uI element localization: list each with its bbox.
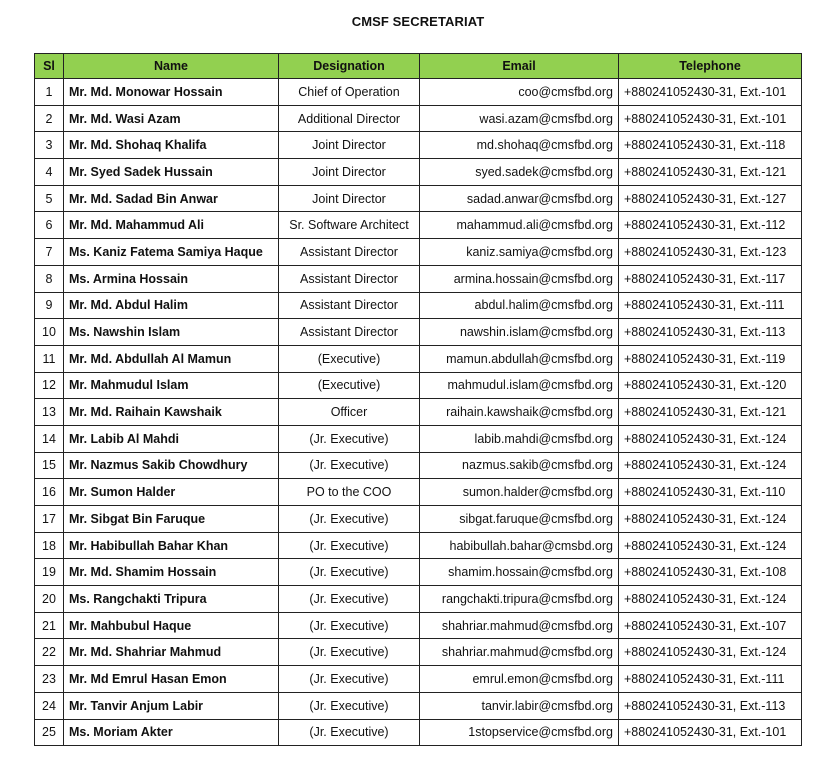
cell-name: Mr. Md. Shamim Hossain	[64, 559, 279, 586]
cell-sl: 2	[35, 105, 64, 132]
cell-email: abdul.halim@cmsfbd.org	[420, 292, 619, 319]
table-row	[35, 345, 802, 372]
cell-name: Mr. Md. Monowar Hossain	[64, 79, 279, 106]
cell-name: Ms. Rangchakti Tripura	[64, 586, 279, 613]
cell-designation: Sr. Software Architect	[279, 212, 420, 239]
table-row	[35, 239, 802, 266]
cell-designation: (Jr. Executive)	[279, 639, 420, 666]
cell-telephone: +880241052430-31, Ext.-127	[619, 185, 802, 212]
cell-sl: 13	[35, 399, 64, 426]
table-row	[35, 132, 802, 159]
table-row	[35, 532, 802, 559]
table-row	[35, 399, 802, 426]
table-row	[35, 666, 802, 693]
cell-sl: 22	[35, 639, 64, 666]
cell-name: Mr. Md. Wasi Azam	[64, 105, 279, 132]
cell-sl: 8	[35, 265, 64, 292]
table-row	[35, 79, 802, 106]
cell-sl: 4	[35, 159, 64, 186]
table-row	[35, 292, 802, 319]
cell-designation: (Jr. Executive)	[279, 425, 420, 452]
cell-sl: 10	[35, 319, 64, 346]
table-row	[35, 265, 802, 292]
cell-designation: PO to the COO	[279, 479, 420, 506]
cell-sl: 3	[35, 132, 64, 159]
cell-designation: (Executive)	[279, 372, 420, 399]
cell-telephone: +880241052430-31, Ext.-113	[619, 692, 802, 719]
cell-sl: 19	[35, 559, 64, 586]
cell-telephone: +880241052430-31, Ext.-111	[619, 666, 802, 693]
cell-sl: 1	[35, 79, 64, 106]
cell-designation: (Jr. Executive)	[279, 666, 420, 693]
table-row	[35, 719, 802, 746]
cell-email: coo@cmsfbd.org	[420, 79, 619, 106]
cell-sl: 15	[35, 452, 64, 479]
cell-telephone: +880241052430-31, Ext.-119	[619, 345, 802, 372]
cell-name: Mr. Mahmudul Islam	[64, 372, 279, 399]
cell-name: Ms. Armina Hossain	[64, 265, 279, 292]
cell-telephone: +880241052430-31, Ext.-110	[619, 479, 802, 506]
cell-name: Mr. Md. Shahriar Mahmud	[64, 639, 279, 666]
table-row	[35, 159, 802, 186]
cell-name: Mr. Sumon Halder	[64, 479, 279, 506]
cell-telephone: +880241052430-31, Ext.-113	[619, 319, 802, 346]
table-row	[35, 559, 802, 586]
cell-telephone: +880241052430-31, Ext.-107	[619, 612, 802, 639]
cell-name: Mr. Md. Sadad Bin Anwar	[64, 185, 279, 212]
cell-designation: (Jr. Executive)	[279, 559, 420, 586]
cell-email: mahmudul.islam@cmsfbd.org	[420, 372, 619, 399]
cell-designation: (Jr. Executive)	[279, 506, 420, 533]
table-header	[35, 54, 802, 79]
table-row	[35, 452, 802, 479]
cell-designation: Additional Director	[279, 105, 420, 132]
cell-designation: Chief of Operation	[279, 79, 420, 106]
cell-name: Ms. Moriam Akter	[64, 719, 279, 746]
cell-sl: 16	[35, 479, 64, 506]
cell-email: shamim.hossain@cmsfbd.org	[420, 559, 619, 586]
table-row	[35, 639, 802, 666]
cell-telephone: +880241052430-31, Ext.-123	[619, 239, 802, 266]
cell-designation: (Jr. Executive)	[279, 452, 420, 479]
cell-telephone: +880241052430-31, Ext.-112	[619, 212, 802, 239]
table-row	[35, 185, 802, 212]
table-row	[35, 372, 802, 399]
cell-name: Mr. Mahbubul Haque	[64, 612, 279, 639]
cell-telephone: +880241052430-31, Ext.-124	[619, 425, 802, 452]
cell-email: sadad.anwar@cmsfbd.org	[420, 185, 619, 212]
cell-email: wasi.azam@cmsfbd.org	[420, 105, 619, 132]
cell-sl: 23	[35, 666, 64, 693]
cell-telephone: +880241052430-31, Ext.-124	[619, 452, 802, 479]
column-header-telephone: Telephone	[619, 54, 802, 79]
cell-designation: (Executive)	[279, 345, 420, 372]
column-header-sl: Sl	[35, 54, 64, 79]
cell-designation: Officer	[279, 399, 420, 426]
cell-sl: 24	[35, 692, 64, 719]
cell-email: labib.mahdi@cmsfbd.org	[420, 425, 619, 452]
cell-sl: 17	[35, 506, 64, 533]
cell-name: Mr. Labib Al Mahdi	[64, 425, 279, 452]
cell-email: syed.sadek@cmsfbd.org	[420, 159, 619, 186]
cell-name: Mr. Md. Raihain Kawshaik	[64, 399, 279, 426]
cell-designation: Assistant Director	[279, 319, 420, 346]
cell-designation: (Jr. Executive)	[279, 586, 420, 613]
header-row	[35, 54, 802, 79]
table-row	[35, 105, 802, 132]
cell-sl: 6	[35, 212, 64, 239]
cell-email: armina.hossain@cmsfbd.org	[420, 265, 619, 292]
cell-email: mamun.abdullah@cmsfbd.org	[420, 345, 619, 372]
cell-email: emrul.emon@cmsfbd.org	[420, 666, 619, 693]
cell-email: nawshin.islam@cmsfbd.org	[420, 319, 619, 346]
cell-email: md.shohaq@cmsfbd.org	[420, 132, 619, 159]
cell-telephone: +880241052430-31, Ext.-101	[619, 105, 802, 132]
cell-email: sibgat.faruque@cmsfbd.org	[420, 506, 619, 533]
cell-email: shahriar.mahmud@cmsfbd.org	[420, 612, 619, 639]
cell-email: rangchakti.tripura@cmsfbd.org	[420, 586, 619, 613]
table-row	[35, 212, 802, 239]
cell-sl: 18	[35, 532, 64, 559]
cell-sl: 12	[35, 372, 64, 399]
cell-telephone: +880241052430-31, Ext.-124	[619, 532, 802, 559]
table-body	[35, 79, 802, 746]
cell-sl: 9	[35, 292, 64, 319]
column-header-email: Email	[420, 54, 619, 79]
cell-email: 1stopservice@cmsfbd.org	[420, 719, 619, 746]
cell-name: Mr. Md. Mahammud Ali	[64, 212, 279, 239]
cell-email: mahammud.ali@cmsfbd.org	[420, 212, 619, 239]
cell-designation: Joint Director	[279, 159, 420, 186]
table-row	[35, 692, 802, 719]
secretariat-table	[34, 53, 802, 746]
cell-name: Mr. Nazmus Sakib Chowdhury	[64, 452, 279, 479]
cell-telephone: +880241052430-31, Ext.-121	[619, 159, 802, 186]
cell-name: Mr. Sibgat Bin Faruque	[64, 506, 279, 533]
cell-sl: 20	[35, 586, 64, 613]
table-row	[35, 586, 802, 613]
table-row	[35, 425, 802, 452]
cell-telephone: +880241052430-31, Ext.-121	[619, 399, 802, 426]
cell-sl: 7	[35, 239, 64, 266]
cell-email: shahriar.mahmud@cmsfbd.org	[420, 639, 619, 666]
cell-designation: (Jr. Executive)	[279, 612, 420, 639]
cell-sl: 11	[35, 345, 64, 372]
column-header-name: Name	[64, 54, 279, 79]
cell-email: nazmus.sakib@cmsfbd.org	[420, 452, 619, 479]
cell-name: Mr. Md. Abdul Halim	[64, 292, 279, 319]
cell-telephone: +880241052430-31, Ext.-118	[619, 132, 802, 159]
cell-designation: Joint Director	[279, 185, 420, 212]
cell-email: sumon.halder@cmsfbd.org	[420, 479, 619, 506]
cell-name: Mr. Tanvir Anjum Labir	[64, 692, 279, 719]
cell-telephone: +880241052430-31, Ext.-120	[619, 372, 802, 399]
table-row	[35, 612, 802, 639]
table-row	[35, 506, 802, 533]
cell-telephone: +880241052430-31, Ext.-108	[619, 559, 802, 586]
cell-designation: Joint Director	[279, 132, 420, 159]
cell-name: Mr. Syed Sadek Hussain	[64, 159, 279, 186]
cell-email: kaniz.samiya@cmsfbd.org	[420, 239, 619, 266]
cell-email: tanvir.labir@cmsfbd.org	[420, 692, 619, 719]
cell-designation: Assistant Director	[279, 265, 420, 292]
cell-name: Mr. Md. Shohaq Khalifa	[64, 132, 279, 159]
cell-sl: 14	[35, 425, 64, 452]
cell-telephone: +880241052430-31, Ext.-124	[619, 506, 802, 533]
cell-sl: 25	[35, 719, 64, 746]
table-row	[35, 479, 802, 506]
cell-designation: (Jr. Executive)	[279, 692, 420, 719]
cell-name: Mr. Habibullah Bahar Khan	[64, 532, 279, 559]
cell-telephone: +880241052430-31, Ext.-124	[619, 639, 802, 666]
cell-email: raihain.kawshaik@cmsfbd.org	[420, 399, 619, 426]
cell-designation: (Jr. Executive)	[279, 532, 420, 559]
document-title: CMSF SECRETARIAT	[351, 14, 485, 29]
cell-name: Mr. Md. Abdullah Al Mamun	[64, 345, 279, 372]
cell-name: Mr. Md Emrul Hasan Emon	[64, 666, 279, 693]
column-header-designation: Designation	[279, 54, 420, 79]
cell-sl: 21	[35, 612, 64, 639]
table-row	[35, 319, 802, 346]
cell-telephone: +880241052430-31, Ext.-101	[619, 719, 802, 746]
cell-telephone: +880241052430-31, Ext.-101	[619, 79, 802, 106]
cell-name: Ms. Nawshin Islam	[64, 319, 279, 346]
cell-telephone: +880241052430-31, Ext.-111	[619, 292, 802, 319]
cell-telephone: +880241052430-31, Ext.-124	[619, 586, 802, 613]
cell-designation: Assistant Director	[279, 239, 420, 266]
cell-name: Ms. Kaniz Fatema Samiya Haque	[64, 239, 279, 266]
cell-designation: Assistant Director	[279, 292, 420, 319]
cell-designation: (Jr. Executive)	[279, 719, 420, 746]
cell-telephone: +880241052430-31, Ext.-117	[619, 265, 802, 292]
cell-sl: 5	[35, 185, 64, 212]
cell-email: habibullah.bahar@cmsbd.org	[420, 532, 619, 559]
